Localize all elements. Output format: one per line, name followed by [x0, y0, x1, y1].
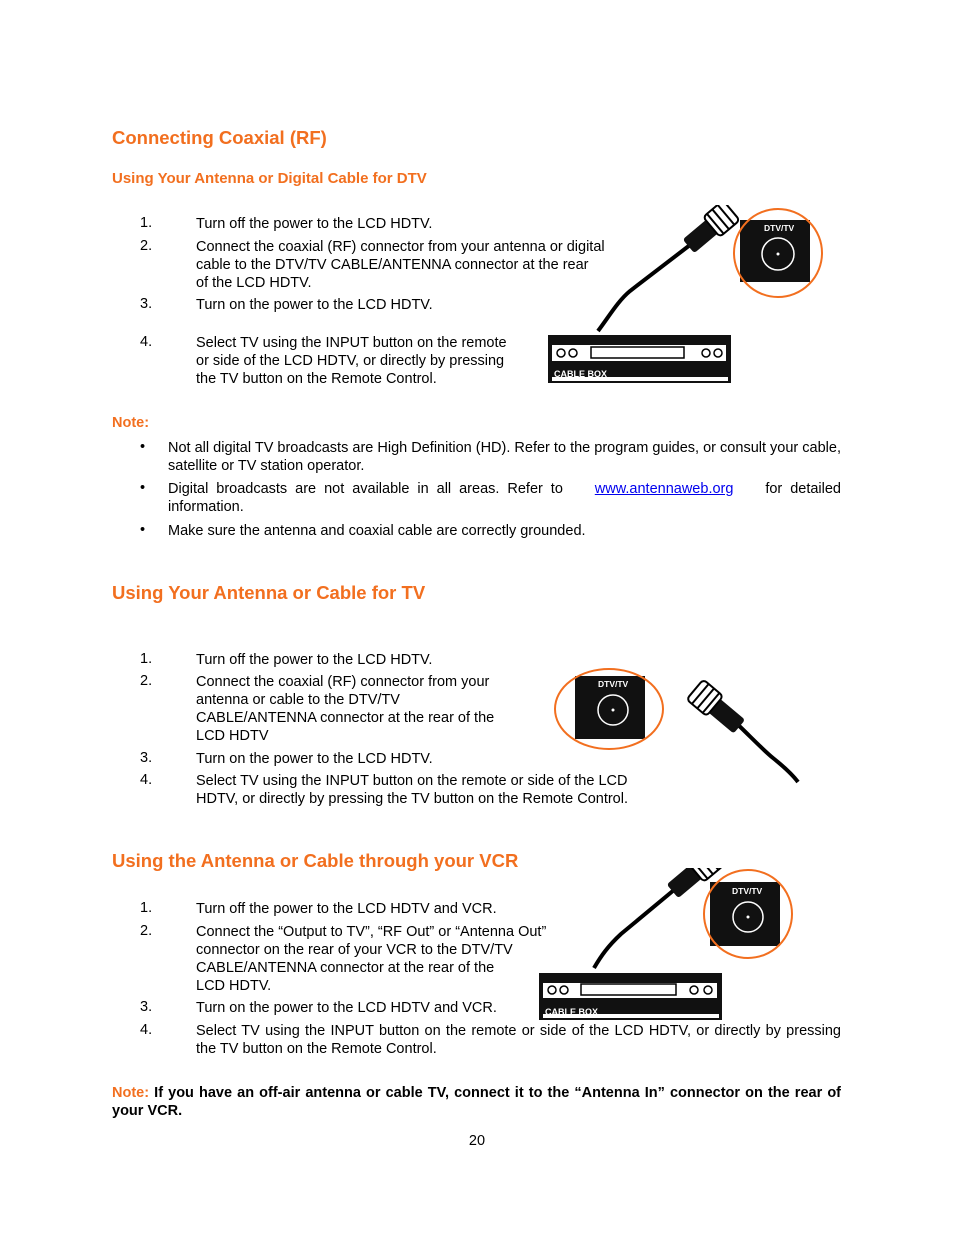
step-text: antenna or cable to the DTV/TV: [196, 692, 400, 708]
coax-connection-figure-2: [548, 662, 808, 787]
step-text: HDTV, or directly by pressing the TV button on the Remote Control.: [196, 791, 628, 807]
coax-cable: [594, 890, 674, 968]
coax-connection-figure-3: [536, 868, 806, 1023]
step-number: 3.: [140, 750, 153, 766]
step-text: LCD HDTV: [196, 728, 269, 744]
step-number: 2.: [140, 673, 153, 689]
step-text: Turn off the power to the LCD HDTV.: [196, 652, 433, 668]
antennaweb-link[interactable]: www.antennaweb.org: [594, 481, 734, 497]
step-text: the TV button on the Remote Control.: [196, 371, 437, 387]
note-text: Not all digital TV broadcasts are High Definition (HD). Refer to the program guides, or consult your cable, satellite or TV station operator.: [168, 440, 841, 474]
step-text: LCD HDTV.: [196, 978, 272, 994]
bullet-icon: •: [140, 522, 146, 538]
note-text: Make sure the antenna and coaxial cable are correctly grounded.: [168, 523, 586, 539]
coax-connector-icon: [680, 205, 740, 256]
coax-cable: [598, 245, 690, 331]
step-number: 4.: [140, 1022, 153, 1038]
page-number: 20: [468, 1133, 486, 1149]
section-title-vcr: Using the Antenna or Cable through your VCR: [112, 850, 519, 871]
step-text: Select TV using the INPUT button on the remote or side of the LCD HDTV, or directly by pressing the TV button on the Remote Control.: [196, 1023, 841, 1057]
dtv-tv-label: DTV/TV: [732, 886, 763, 896]
step-number: 4.: [140, 772, 153, 788]
cable-box-label: CABLE BOX: [554, 369, 608, 379]
step-text: Select TV using the INPUT button on the remote or side of the LCD: [196, 773, 628, 789]
step-text: CABLE/ANTENNA connector at the rear of the: [196, 710, 495, 726]
step-text: Turn off the power to the LCD HDTV.: [196, 216, 433, 232]
step-text: Connect the coaxial (RF) connector from your antenna or digital: [196, 239, 605, 255]
note-text-before: Digital broadcasts are not available in all areas. Refer to: [168, 481, 563, 497]
dtv-tv-label: DTV/TV: [598, 679, 629, 689]
step-number: 1.: [140, 215, 153, 231]
section-title-connecting-coaxial: Connecting Coaxial (RF): [112, 127, 327, 148]
step-text: Turn on the power to the LCD HDTV and VCR.: [196, 1000, 497, 1016]
final-note-label: Note:: [112, 1085, 150, 1101]
coax-connector-icon: [687, 679, 748, 736]
step-number: 3.: [140, 296, 153, 312]
bullet-icon: •: [140, 480, 146, 496]
step-text: Connect the “Output to TV”, “RF Out” or “Antenna Out”: [196, 924, 547, 940]
step-number: 1.: [140, 900, 153, 916]
step-number: 3.: [140, 999, 153, 1015]
cable-box-label: CABLE BOX: [545, 1007, 599, 1017]
section-subtitle-dtv: Using Your Antenna or Digital Cable for DTV: [112, 170, 427, 187]
step-number: 2.: [140, 923, 153, 939]
step-text: connector on the rear of your VCR to the DTV/TV: [196, 942, 513, 958]
final-note: [112, 1084, 841, 1120]
coax-cable: [733, 720, 798, 782]
note-text-after: for detailed information.: [168, 481, 841, 515]
dtv-tv-label: DTV/TV: [764, 223, 795, 233]
step-number: 1.: [140, 651, 153, 667]
section-title-antenna-tv: Using Your Antenna or Cable for TV: [112, 582, 426, 603]
step-text: cable to the DTV/TV CABLE/ANTENNA connector at the rear: [196, 257, 589, 273]
step-text: Select TV using the INPUT button on the remote: [196, 335, 507, 351]
coax-connection-figure-1: [540, 205, 840, 390]
bullet-icon: •: [140, 439, 146, 455]
step-text: or side of the LCD HDTV, or directly by pressing: [196, 353, 505, 369]
step-text: Connect the coaxial (RF) connector from your: [196, 674, 490, 690]
note-label: Note:: [112, 415, 150, 431]
step-number: 4.: [140, 334, 153, 350]
step-text: Turn on the power to the LCD HDTV.: [196, 297, 433, 313]
step-text: CABLE/ANTENNA connector at the rear of the: [196, 960, 495, 976]
final-note-text: If you have an off-air antenna or cable TV, connect it to the “Antenna In” connector on the rear of your VCR.: [112, 1085, 842, 1119]
step-text: Turn off the power to the LCD HDTV and VCR.: [196, 901, 497, 917]
step-text: Turn on the power to the LCD HDTV.: [196, 751, 433, 767]
dtv-tv-port-icon: [704, 870, 792, 958]
note-text: [168, 480, 841, 516]
step-text: of the LCD HDTV.: [196, 275, 312, 291]
step-number: 2.: [140, 238, 153, 254]
